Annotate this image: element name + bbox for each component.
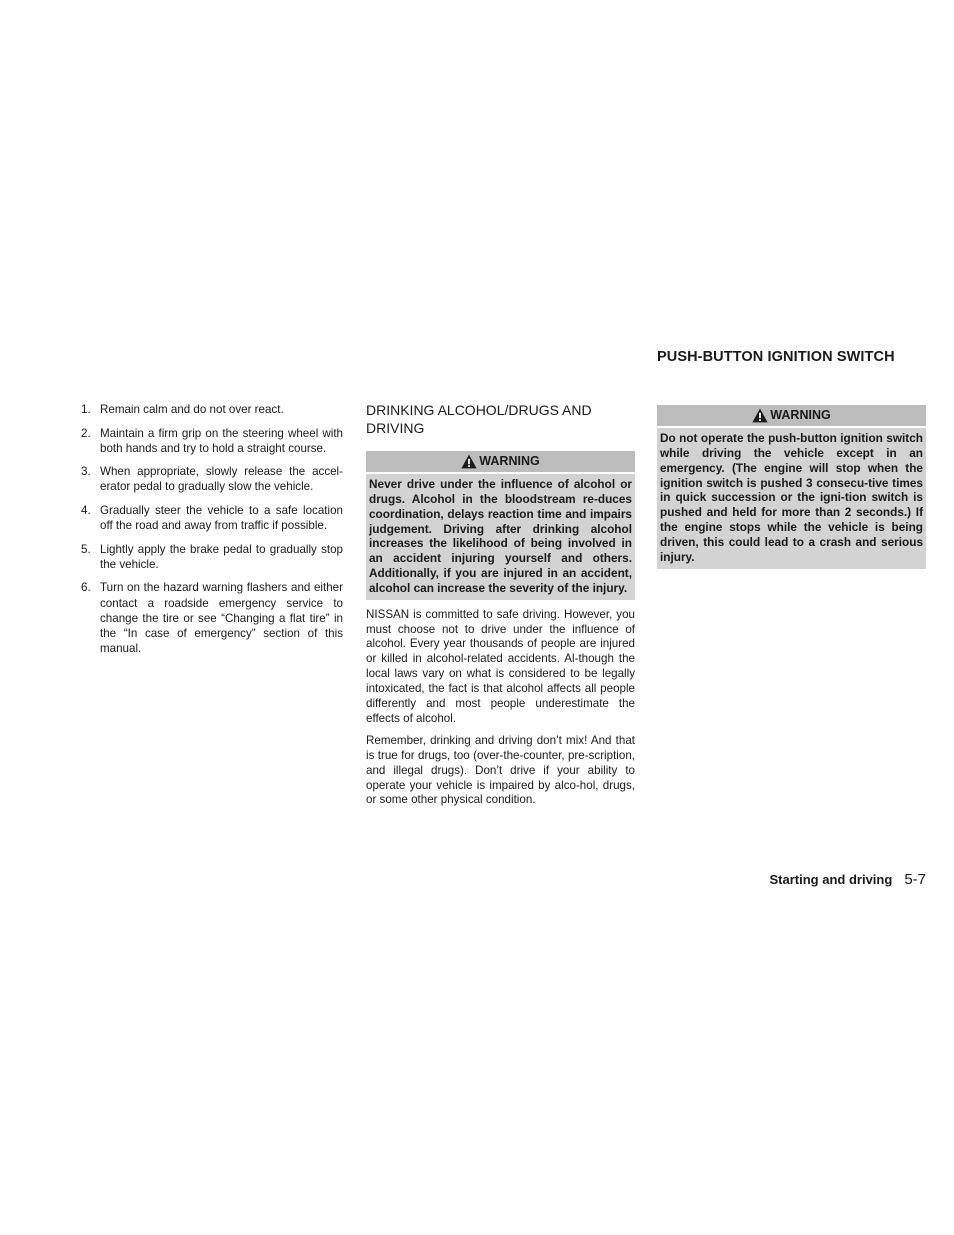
step-number: 6. — [81, 581, 91, 595]
alcohol-column — [366, 402, 635, 816]
step-number: 4. — [81, 503, 91, 517]
alcohol-heading: DRINKING ALCOHOL/DRUGS AND DRIVING — [366, 402, 592, 436]
steps-column — [81, 402, 343, 665]
step-text: Gradually steer the vehicle to a safe location off the road and away from traffic if possible. — [100, 503, 343, 533]
ignition-column — [657, 405, 926, 569]
warning-header — [366, 451, 635, 474]
list-item — [81, 402, 343, 417]
step-text: Remain calm and do not over react. — [100, 403, 284, 416]
list-item — [81, 580, 343, 656]
warning-text: Never drive under the influence of alcohol or drugs. Alcohol in the bloodstream re-duces coordination, delays reaction time and impairs judgement. Driving after drinking alcohol increases the likelihood of being involved in an accident injuring yourself and others. Additionally, if you are injured in an accident, alcohol can increase the severity of the injury. — [369, 477, 632, 595]
page-footer — [770, 871, 926, 888]
step-text: When appropriate, slowly release the accel-erator pedal to gradually slow the vehicle. — [100, 465, 343, 494]
step-text: Maintain a firm grip on the steering wheel with both hands and try to hold a straight course. — [100, 426, 343, 455]
ignition-warning-box — [657, 405, 926, 569]
body-paragraph: Remember, drinking and driving don’t mix! And that is true for drugs, too (over-the-counter, pre-scription, and illegal drugs). Don’t drive if your ability to operate your vehicle is impaired by alco-hol, drugs, or some other physical condition. — [366, 734, 635, 807]
list-item — [81, 464, 343, 494]
warning-triangle-icon — [461, 454, 477, 469]
warning-triangle-icon — [752, 408, 768, 423]
page-number: 5-7 — [904, 871, 926, 888]
step-number: 5. — [81, 542, 91, 556]
warning-header — [657, 405, 926, 428]
step-number: 3. — [81, 465, 91, 479]
step-text: Turn on the hazard warning flashers and either contact a roadside emergency service to change the tire or see “Changing a flat tire” in the “In case of emergency” section of this manual. — [100, 581, 343, 656]
list-item — [81, 542, 343, 572]
warning-text: Do not operate the push-button ignition switch while driving the vehicle except in an emergency. (The engine will stop when the ignition switch is pushed 3 consecu-tive times in quick succession or the igni-tion switch is pushed and held for more than 2 seconds.) If the engine stops while the vehicle is being driven, this could lead to a crash and serious injury. — [660, 431, 923, 564]
warning-label: WARNING — [770, 407, 831, 422]
section-header: PUSH-BUTTON IGNITION SWITCH — [657, 349, 895, 365]
step-text: Lightly apply the brake pedal to gradually stop the vehicle. — [100, 542, 343, 571]
body-paragraph: NISSAN is committed to safe driving. However, you must choose not to drive under the influence of alcohol. Every year thousands of people are injured or killed in alcohol-related accidents. Al-though the local laws vary on what is considered to be legally intoxicated, the fact is that alcohol affects all people differently and most people underestimate the effects of alcohol. — [366, 607, 635, 725]
steps-list — [81, 402, 343, 656]
alcohol-warning-box — [366, 451, 635, 600]
warning-label: WARNING — [479, 453, 540, 468]
step-number: 1. — [81, 403, 91, 416]
step-number: 2. — [81, 426, 91, 440]
list-item — [81, 426, 343, 456]
list-item — [81, 503, 343, 533]
footer-section-title: Starting and driving — [769, 872, 893, 887]
